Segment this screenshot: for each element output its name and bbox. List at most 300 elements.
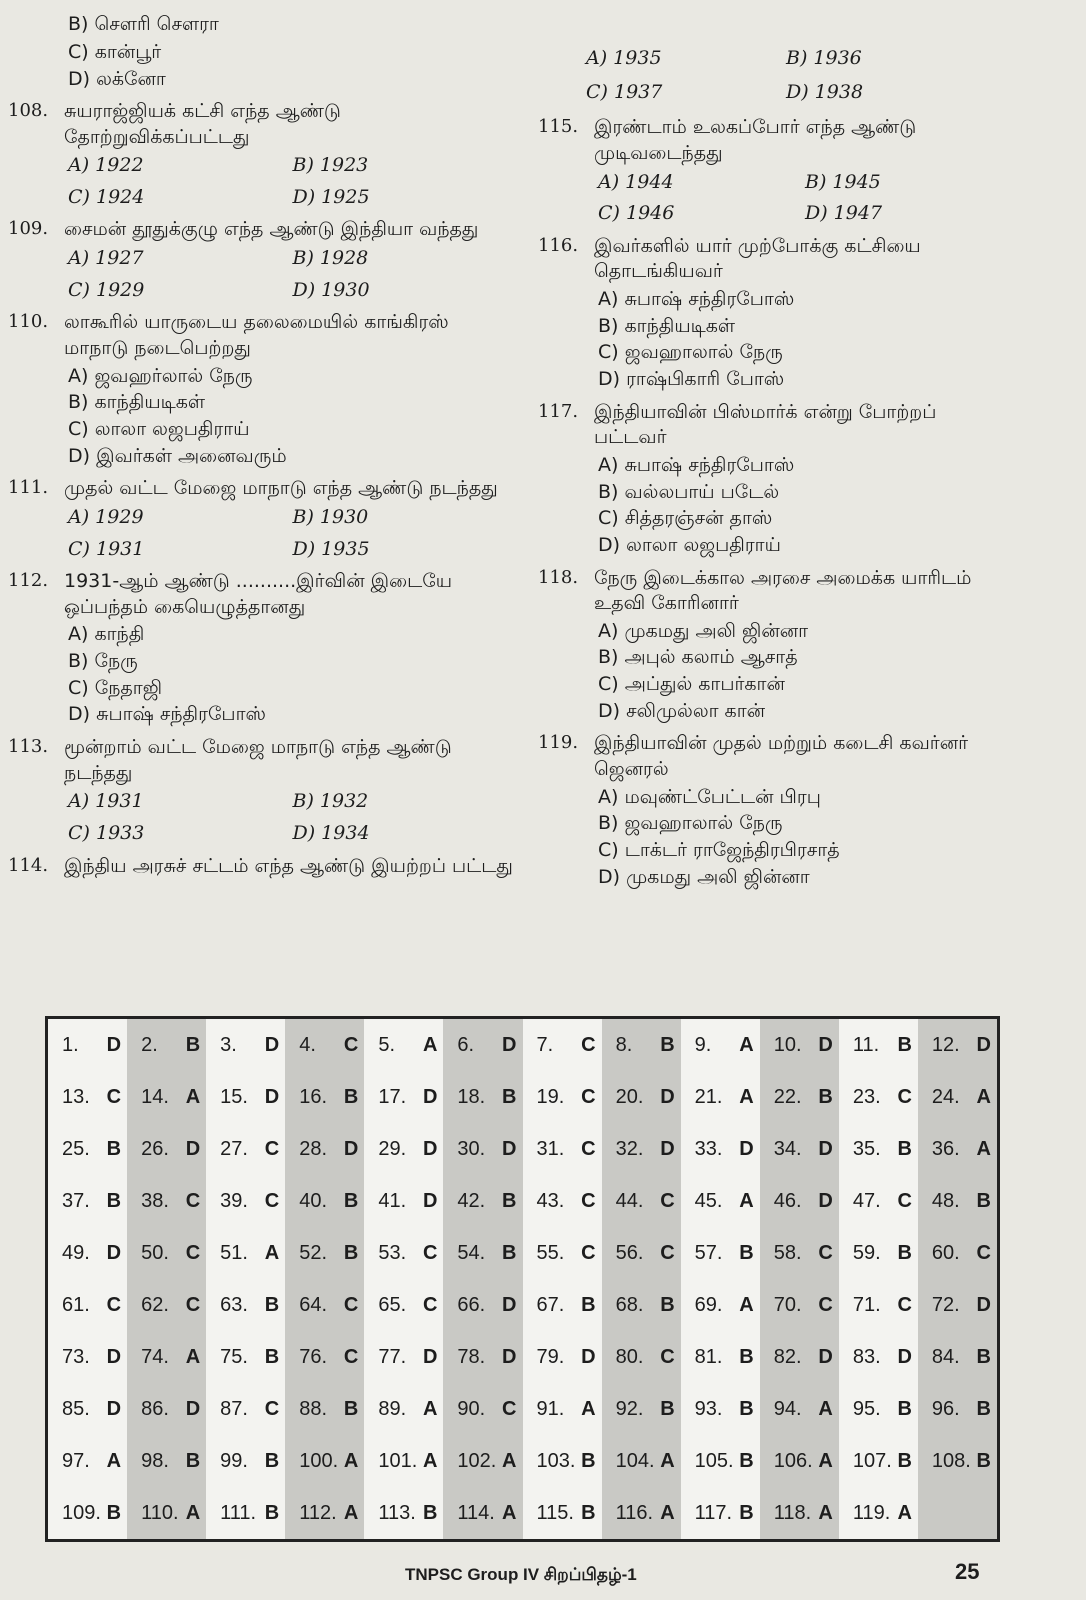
key-answer-letter: C: [581, 1033, 596, 1056]
key-answer-letter: D: [502, 1137, 517, 1160]
answer-key-cell: [839, 1019, 918, 1071]
answer-key-cell: [760, 1383, 839, 1435]
answer-key-cell: [760, 1175, 839, 1227]
key-question-number: 67.: [536, 1293, 565, 1316]
key-answer-letter: A: [422, 1397, 438, 1420]
answer-key-cell: [443, 1123, 522, 1175]
answer-option: D) இவர்கள் அனைவரும்: [68, 444, 287, 467]
key-question-number: 13.: [62, 1085, 90, 1108]
answer-key-cell: [206, 1487, 285, 1539]
question-text: 1931-ஆம் ஆண்டு ..........இர்வின் இடையே ஒப்பந்தம் கையெழுத்தானது: [64, 570, 453, 618]
answer-option: A) சுபாஷ் சந்திரபோஸ்: [598, 288, 795, 311]
key-answer-letter: B: [976, 1449, 991, 1472]
key-answer-letter: D: [502, 1345, 517, 1368]
key-answer-letter: B: [976, 1189, 991, 1212]
key-question-number: 77.: [378, 1345, 407, 1368]
answer-key-cell: [206, 1331, 285, 1383]
answer-key-cell: [523, 1383, 602, 1435]
answer-key-cell: [48, 1071, 127, 1123]
answer-key-cell: [602, 1175, 681, 1227]
lead-option: C) 1937: [586, 80, 663, 103]
answer-option: C) லாலா லஜபதிராய்: [68, 417, 250, 440]
key-answer-letter: A: [739, 1293, 754, 1316]
key-question-number: 79.: [536, 1345, 565, 1368]
key-question-number: 35.: [852, 1137, 881, 1160]
question-text: மூன்றாம் வட்ட மேஜை மாநாடு எந்த ஆண்டு நடந்தது: [64, 736, 452, 784]
key-question-number: 70.: [773, 1293, 802, 1316]
answer-key-cell: [48, 1487, 127, 1539]
answer-option: D) முகமது அலி ஜின்னா: [598, 865, 810, 888]
key-question-number: 22.: [773, 1085, 802, 1108]
option-list: [594, 287, 1008, 393]
key-answer-letter: B: [343, 1189, 359, 1212]
key-answer-letter: B: [502, 1085, 517, 1108]
key-question-number: 100.: [299, 1449, 339, 1472]
key-answer-letter: D: [422, 1189, 438, 1212]
question-item: [538, 400, 1008, 560]
key-question-number: 106.: [773, 1449, 813, 1472]
lead-option: B) 1936: [786, 47, 862, 69]
question-number: 110.: [8, 311, 49, 333]
key-question-number: 56.: [615, 1241, 644, 1264]
answer-key-cell: [127, 1227, 206, 1279]
answer-option: C) 1929: [68, 278, 145, 301]
answer-option: B) நேரு: [68, 650, 138, 673]
key-question-number: 68.: [615, 1293, 644, 1316]
key-question-number: 80.: [615, 1345, 644, 1368]
key-question-number: 40.: [299, 1189, 328, 1212]
key-answer-letter: C: [581, 1189, 596, 1212]
key-answer-letter: B: [897, 1033, 912, 1056]
key-answer-letter: D: [106, 1241, 122, 1264]
option-list: [64, 622, 513, 728]
key-answer-letter: B: [739, 1501, 754, 1524]
key-answer-letter: C: [818, 1293, 833, 1316]
question-number: 118.: [538, 566, 579, 588]
answer-key-cell: [602, 1279, 681, 1331]
key-question-number: 3.: [220, 1033, 237, 1056]
answer-option: C) 1933: [68, 821, 145, 844]
answer-option: B) அபுல் கலாம் ஆசாத்: [598, 646, 798, 669]
key-question-number: 10.: [773, 1033, 802, 1056]
key-answer-letter: B: [581, 1293, 596, 1316]
key-question-number: 117.: [694, 1501, 733, 1524]
question-item: [8, 99, 513, 212]
key-question-number: 52.: [299, 1241, 328, 1264]
answer-key-cell: [681, 1123, 760, 1175]
key-question-number: 111.: [220, 1501, 257, 1524]
key-answer-letter: B: [976, 1397, 991, 1420]
key-question-number: 30.: [457, 1137, 486, 1160]
answer-key-cell: [364, 1123, 443, 1175]
question-body: [64, 569, 513, 729]
question-text: இந்திய அரசுச் சட்டம் எந்த ஆண்டு இயற்றப் பட்டது: [64, 854, 513, 877]
key-question-number: 58.: [773, 1241, 802, 1264]
key-question-number: 76.: [299, 1345, 328, 1368]
key-answer-letter: A: [185, 1501, 201, 1524]
answer-option: D) ராஷ்பிகாரி போஸ்: [598, 368, 785, 391]
question-item: [8, 854, 513, 882]
key-answer-letter: B: [581, 1449, 596, 1472]
question-body: [64, 476, 513, 563]
answer-key-cell: [127, 1123, 206, 1175]
key-answer-letter: B: [660, 1293, 675, 1316]
answer-key-table: [45, 1016, 1000, 1542]
question-body: [64, 217, 513, 304]
key-answer-letter: A: [422, 1033, 438, 1056]
answer-key-cell: [443, 1383, 522, 1435]
key-question-number: 9.: [694, 1033, 712, 1056]
answer-key-cell: [364, 1487, 443, 1539]
answer-option: D) 1947: [805, 202, 883, 225]
answer-option: A) ஜவஹர்லால் நேரு: [68, 364, 253, 387]
key-answer-letter: A: [976, 1085, 991, 1108]
answer-key-cell: [285, 1071, 364, 1123]
key-question-number: 43.: [536, 1189, 565, 1212]
answer-key-cell: [206, 1071, 285, 1123]
key-answer-letter: D: [976, 1293, 991, 1316]
key-answer-letter: A: [739, 1085, 754, 1108]
answer-option: D) சுபாஷ் சந்திரபோஸ்: [68, 703, 266, 726]
answer-key-cell: [285, 1019, 364, 1071]
key-question-number: 20.: [615, 1085, 644, 1108]
answer-key-cell: [681, 1175, 760, 1227]
key-answer-letter: B: [343, 1241, 359, 1264]
key-question-number: 61.: [62, 1293, 90, 1316]
key-question-number: 78.: [457, 1345, 486, 1368]
key-question-number: 42.: [457, 1189, 486, 1212]
answer-option: D) 1935: [292, 537, 370, 560]
key-answer-letter: B: [502, 1189, 517, 1212]
key-answer-letter: B: [185, 1033, 201, 1056]
question-number: 112.: [8, 570, 49, 592]
key-answer-letter: A: [343, 1501, 359, 1524]
key-answer-letter: A: [897, 1501, 912, 1524]
key-question-number: 108.: [931, 1449, 971, 1472]
key-question-number: 37.: [62, 1189, 90, 1212]
answer-key-cell: [443, 1227, 522, 1279]
key-question-number: 88.: [299, 1397, 328, 1420]
key-answer-letter: A: [502, 1501, 517, 1524]
key-question-number: 45.: [694, 1189, 723, 1212]
right-lead-options: [538, 42, 1008, 109]
question-item: [8, 217, 513, 304]
answer-option: A) சுபாஷ் சந்திரபோஸ்: [598, 453, 795, 476]
key-question-number: 38.: [141, 1189, 169, 1212]
question-number: 108.: [8, 99, 49, 121]
key-answer-letter: A: [581, 1397, 596, 1420]
key-question-number: 89.: [378, 1397, 407, 1420]
answer-key-cell: [364, 1071, 443, 1123]
key-question-number: 95.: [852, 1397, 881, 1420]
key-answer-letter: D: [660, 1137, 675, 1160]
key-question-number: 6.: [457, 1033, 475, 1056]
answer-option: A) 1944: [598, 170, 674, 193]
key-question-number: 69.: [694, 1293, 723, 1316]
question-body: [594, 115, 1008, 228]
key-answer-letter: D: [818, 1033, 833, 1056]
key-question-number: 55.: [536, 1241, 565, 1264]
key-question-number: 46.: [773, 1189, 802, 1212]
answer-key-cell: [364, 1227, 443, 1279]
key-answer-letter: D: [106, 1345, 122, 1368]
key-answer-letter: A: [185, 1345, 201, 1368]
option-list: [64, 245, 513, 304]
key-answer-letter: C: [897, 1189, 912, 1212]
option-list: [64, 788, 513, 847]
key-answer-letter: C: [185, 1241, 201, 1264]
key-answer-letter: C: [185, 1293, 201, 1316]
key-question-number: 17.: [378, 1085, 407, 1108]
answer-option: C) 1931: [68, 537, 145, 560]
key-question-number: 87.: [220, 1397, 248, 1420]
key-answer-letter: C: [502, 1397, 517, 1420]
answer-key-cell: [523, 1019, 602, 1071]
answer-key-cell: [285, 1279, 364, 1331]
answer-option: D) லாலா லஜபதிராய்: [598, 533, 781, 556]
answer-key-cell: [839, 1331, 918, 1383]
answer-key-cell: [443, 1435, 522, 1487]
key-answer-letter: C: [581, 1137, 596, 1160]
answer-key-cell: [760, 1019, 839, 1071]
answer-option: B) ஜவஹாலால் நேரு: [598, 812, 783, 835]
answer-key-cell: [681, 1435, 760, 1487]
page-number: 25: [955, 1559, 980, 1584]
key-answer-letter: A: [818, 1397, 833, 1420]
answer-key-cell: [523, 1071, 602, 1123]
key-question-number: 8.: [615, 1033, 633, 1056]
question-number: 111.: [8, 477, 49, 499]
key-question-number: 33.: [694, 1137, 723, 1160]
key-answer-letter: B: [106, 1189, 122, 1212]
key-question-number: 1.: [62, 1033, 79, 1056]
question-item: [538, 731, 1008, 891]
answer-key-cell: [364, 1331, 443, 1383]
key-answer-letter: B: [818, 1085, 833, 1108]
key-question-number: 74.: [141, 1345, 169, 1368]
left-question-list: [8, 99, 513, 881]
key-answer-letter: B: [739, 1449, 754, 1472]
key-question-number: 21.: [694, 1085, 723, 1108]
answer-key-cell: [602, 1071, 681, 1123]
answer-option: C) 1924: [68, 185, 145, 208]
answer-key-empty-cell: [918, 1487, 997, 1539]
key-question-number: 12.: [931, 1033, 960, 1056]
key-question-number: 32.: [615, 1137, 644, 1160]
answer-option: D) சலிமுல்லா கான்: [598, 699, 766, 722]
answer-key-cell: [523, 1227, 602, 1279]
key-answer-letter: B: [502, 1241, 517, 1264]
answer-key-cell: [918, 1331, 997, 1383]
key-question-number: 7.: [536, 1033, 554, 1056]
key-question-number: 25.: [62, 1137, 90, 1160]
option-list: [594, 453, 1008, 559]
key-answer-letter: B: [185, 1449, 201, 1472]
question-text: சைமன் தூதுக்குழு எந்த ஆண்டு இந்தியா வந்தது: [64, 218, 479, 241]
lead-option: B) சௌரி சௌரா: [68, 13, 219, 35]
option-list: [64, 364, 513, 470]
key-question-number: 19.: [536, 1085, 565, 1108]
answer-key-cell: [681, 1227, 760, 1279]
answer-key-cell: [206, 1175, 285, 1227]
answer-key-cell: [48, 1331, 127, 1383]
key-question-number: 75.: [220, 1345, 248, 1368]
key-question-number: 98.: [141, 1449, 169, 1472]
key-answer-letter: D: [818, 1345, 833, 1368]
answer-key-cell: [523, 1123, 602, 1175]
answer-key-cell: [206, 1227, 285, 1279]
key-question-number: 26.: [141, 1137, 169, 1160]
key-question-number: 49.: [62, 1241, 90, 1264]
key-answer-letter: B: [343, 1397, 359, 1420]
key-answer-letter: B: [106, 1137, 122, 1160]
key-question-number: 50.: [141, 1241, 169, 1264]
key-question-number: 24.: [931, 1085, 960, 1108]
answer-key-cell: [602, 1019, 681, 1071]
key-question-number: 62.: [141, 1293, 169, 1316]
key-question-number: 114.: [457, 1501, 495, 1524]
key-answer-letter: B: [897, 1241, 912, 1264]
answer-key-cell: [364, 1019, 443, 1071]
key-question-number: 99.: [220, 1449, 248, 1472]
key-question-number: 92.: [615, 1397, 644, 1420]
answer-key-cell: [760, 1331, 839, 1383]
key-question-number: 54.: [457, 1241, 486, 1264]
key-question-number: 5.: [378, 1033, 396, 1056]
key-question-number: 53.: [378, 1241, 407, 1264]
key-answer-letter: C: [264, 1189, 280, 1212]
answer-option: B) 1932: [292, 790, 369, 813]
answer-key-cell: [127, 1279, 206, 1331]
answer-key-cell: [602, 1487, 681, 1539]
answer-option: C) ஜவஹாலால் நேரு: [598, 341, 783, 364]
key-question-number: 113.: [378, 1501, 416, 1524]
question-item: [8, 569, 513, 729]
answer-key-cell: [839, 1279, 918, 1331]
key-answer-letter: C: [660, 1345, 675, 1368]
key-answer-letter: A: [660, 1501, 675, 1524]
answer-key-cell: [839, 1227, 918, 1279]
key-question-number: 31.: [536, 1137, 565, 1160]
answer-option: A) 1931: [68, 790, 144, 813]
key-answer-letter: D: [581, 1345, 596, 1368]
key-question-number: 51.: [220, 1241, 248, 1264]
key-question-number: 102.: [457, 1449, 497, 1472]
answer-key-cell: [523, 1279, 602, 1331]
key-answer-letter: B: [897, 1137, 912, 1160]
answer-key-cell: [48, 1383, 127, 1435]
answer-key-cell: [839, 1435, 918, 1487]
answer-option: A) 1922: [68, 154, 144, 177]
key-question-number: 34.: [773, 1137, 802, 1160]
question-item: [8, 735, 513, 848]
key-answer-letter: C: [422, 1293, 438, 1316]
key-answer-letter: A: [185, 1085, 201, 1108]
key-question-number: 29.: [378, 1137, 407, 1160]
key-answer-letter: B: [739, 1397, 754, 1420]
key-answer-letter: C: [976, 1241, 991, 1264]
key-answer-letter: B: [976, 1345, 991, 1368]
question-text: இந்தியாவின் முதல் மற்றும் கடைசி கவர்னர் ஜெனரல்: [594, 732, 969, 781]
answer-key-cell: [839, 1123, 918, 1175]
question-item: [538, 234, 1008, 394]
left-lead-options: [8, 12, 513, 93]
answer-key-cell: [760, 1123, 839, 1175]
key-answer-letter: C: [185, 1189, 201, 1212]
answer-key-cell: [443, 1019, 522, 1071]
answer-key-cell: [127, 1071, 206, 1123]
answer-option: C) நேதாஜி: [68, 676, 163, 699]
answer-key-cell: [523, 1175, 602, 1227]
answer-key-cell: [285, 1175, 364, 1227]
key-answer-letter: B: [897, 1449, 912, 1472]
key-question-number: 101.: [378, 1449, 418, 1472]
answer-key-cell: [918, 1123, 997, 1175]
key-question-number: 105.: [694, 1449, 734, 1472]
key-answer-letter: B: [739, 1241, 754, 1264]
answer-key-cell: [206, 1279, 285, 1331]
answer-key-cell: [127, 1331, 206, 1383]
answer-key-cell: [602, 1435, 681, 1487]
answer-key-cell: [760, 1279, 839, 1331]
lead-option: D) 1938: [786, 80, 864, 103]
question-item: [538, 115, 1008, 228]
answer-key-cell: [48, 1279, 127, 1331]
answer-key-cell: [760, 1227, 839, 1279]
question-body: [594, 566, 1008, 726]
key-question-number: 36.: [931, 1137, 960, 1160]
answer-key-cell: [48, 1227, 127, 1279]
key-answer-letter: B: [739, 1345, 754, 1368]
answer-key-cell: [206, 1019, 285, 1071]
key-answer-letter: D: [106, 1397, 122, 1420]
question-body: [594, 234, 1008, 394]
answer-key-cell: [523, 1435, 602, 1487]
key-answer-letter: A: [660, 1449, 675, 1472]
answer-key-cell: [364, 1279, 443, 1331]
answer-option: B) 1928: [292, 247, 369, 270]
key-answer-letter: A: [739, 1033, 754, 1056]
key-question-number: 73.: [62, 1345, 90, 1368]
key-answer-letter: C: [581, 1241, 596, 1264]
option-list: [594, 169, 1008, 228]
option-list: [594, 785, 1008, 891]
key-answer-letter: D: [660, 1085, 675, 1108]
answer-key-cell: [285, 1123, 364, 1175]
answer-key-cell: [681, 1019, 760, 1071]
key-question-number: 103.: [536, 1449, 576, 1472]
key-question-number: 41.: [378, 1189, 407, 1212]
answer-key-cell: [602, 1331, 681, 1383]
answer-key-cell: [48, 1435, 127, 1487]
answer-option: C) டாக்டர் ராஜேந்திரபிரசாத்: [598, 838, 840, 861]
key-answer-letter: A: [818, 1449, 833, 1472]
question-body: [594, 400, 1008, 560]
question-text: நேரு இடைக்கால அரசை அமைக்க யாரிடம் உதவி கோரினார்: [594, 566, 972, 615]
key-answer-letter: D: [185, 1397, 201, 1420]
key-answer-letter: C: [897, 1085, 912, 1108]
answer-key-cell: [127, 1175, 206, 1227]
question-item: [8, 310, 513, 470]
key-answer-letter: D: [264, 1085, 280, 1108]
answer-key-cell: [918, 1383, 997, 1435]
question-number: 115.: [538, 116, 579, 138]
key-answer-letter: D: [264, 1033, 280, 1056]
answer-key-cell: [681, 1279, 760, 1331]
answer-key-cell: [364, 1175, 443, 1227]
answer-key-cell: [839, 1175, 918, 1227]
answer-key-cell: [839, 1383, 918, 1435]
